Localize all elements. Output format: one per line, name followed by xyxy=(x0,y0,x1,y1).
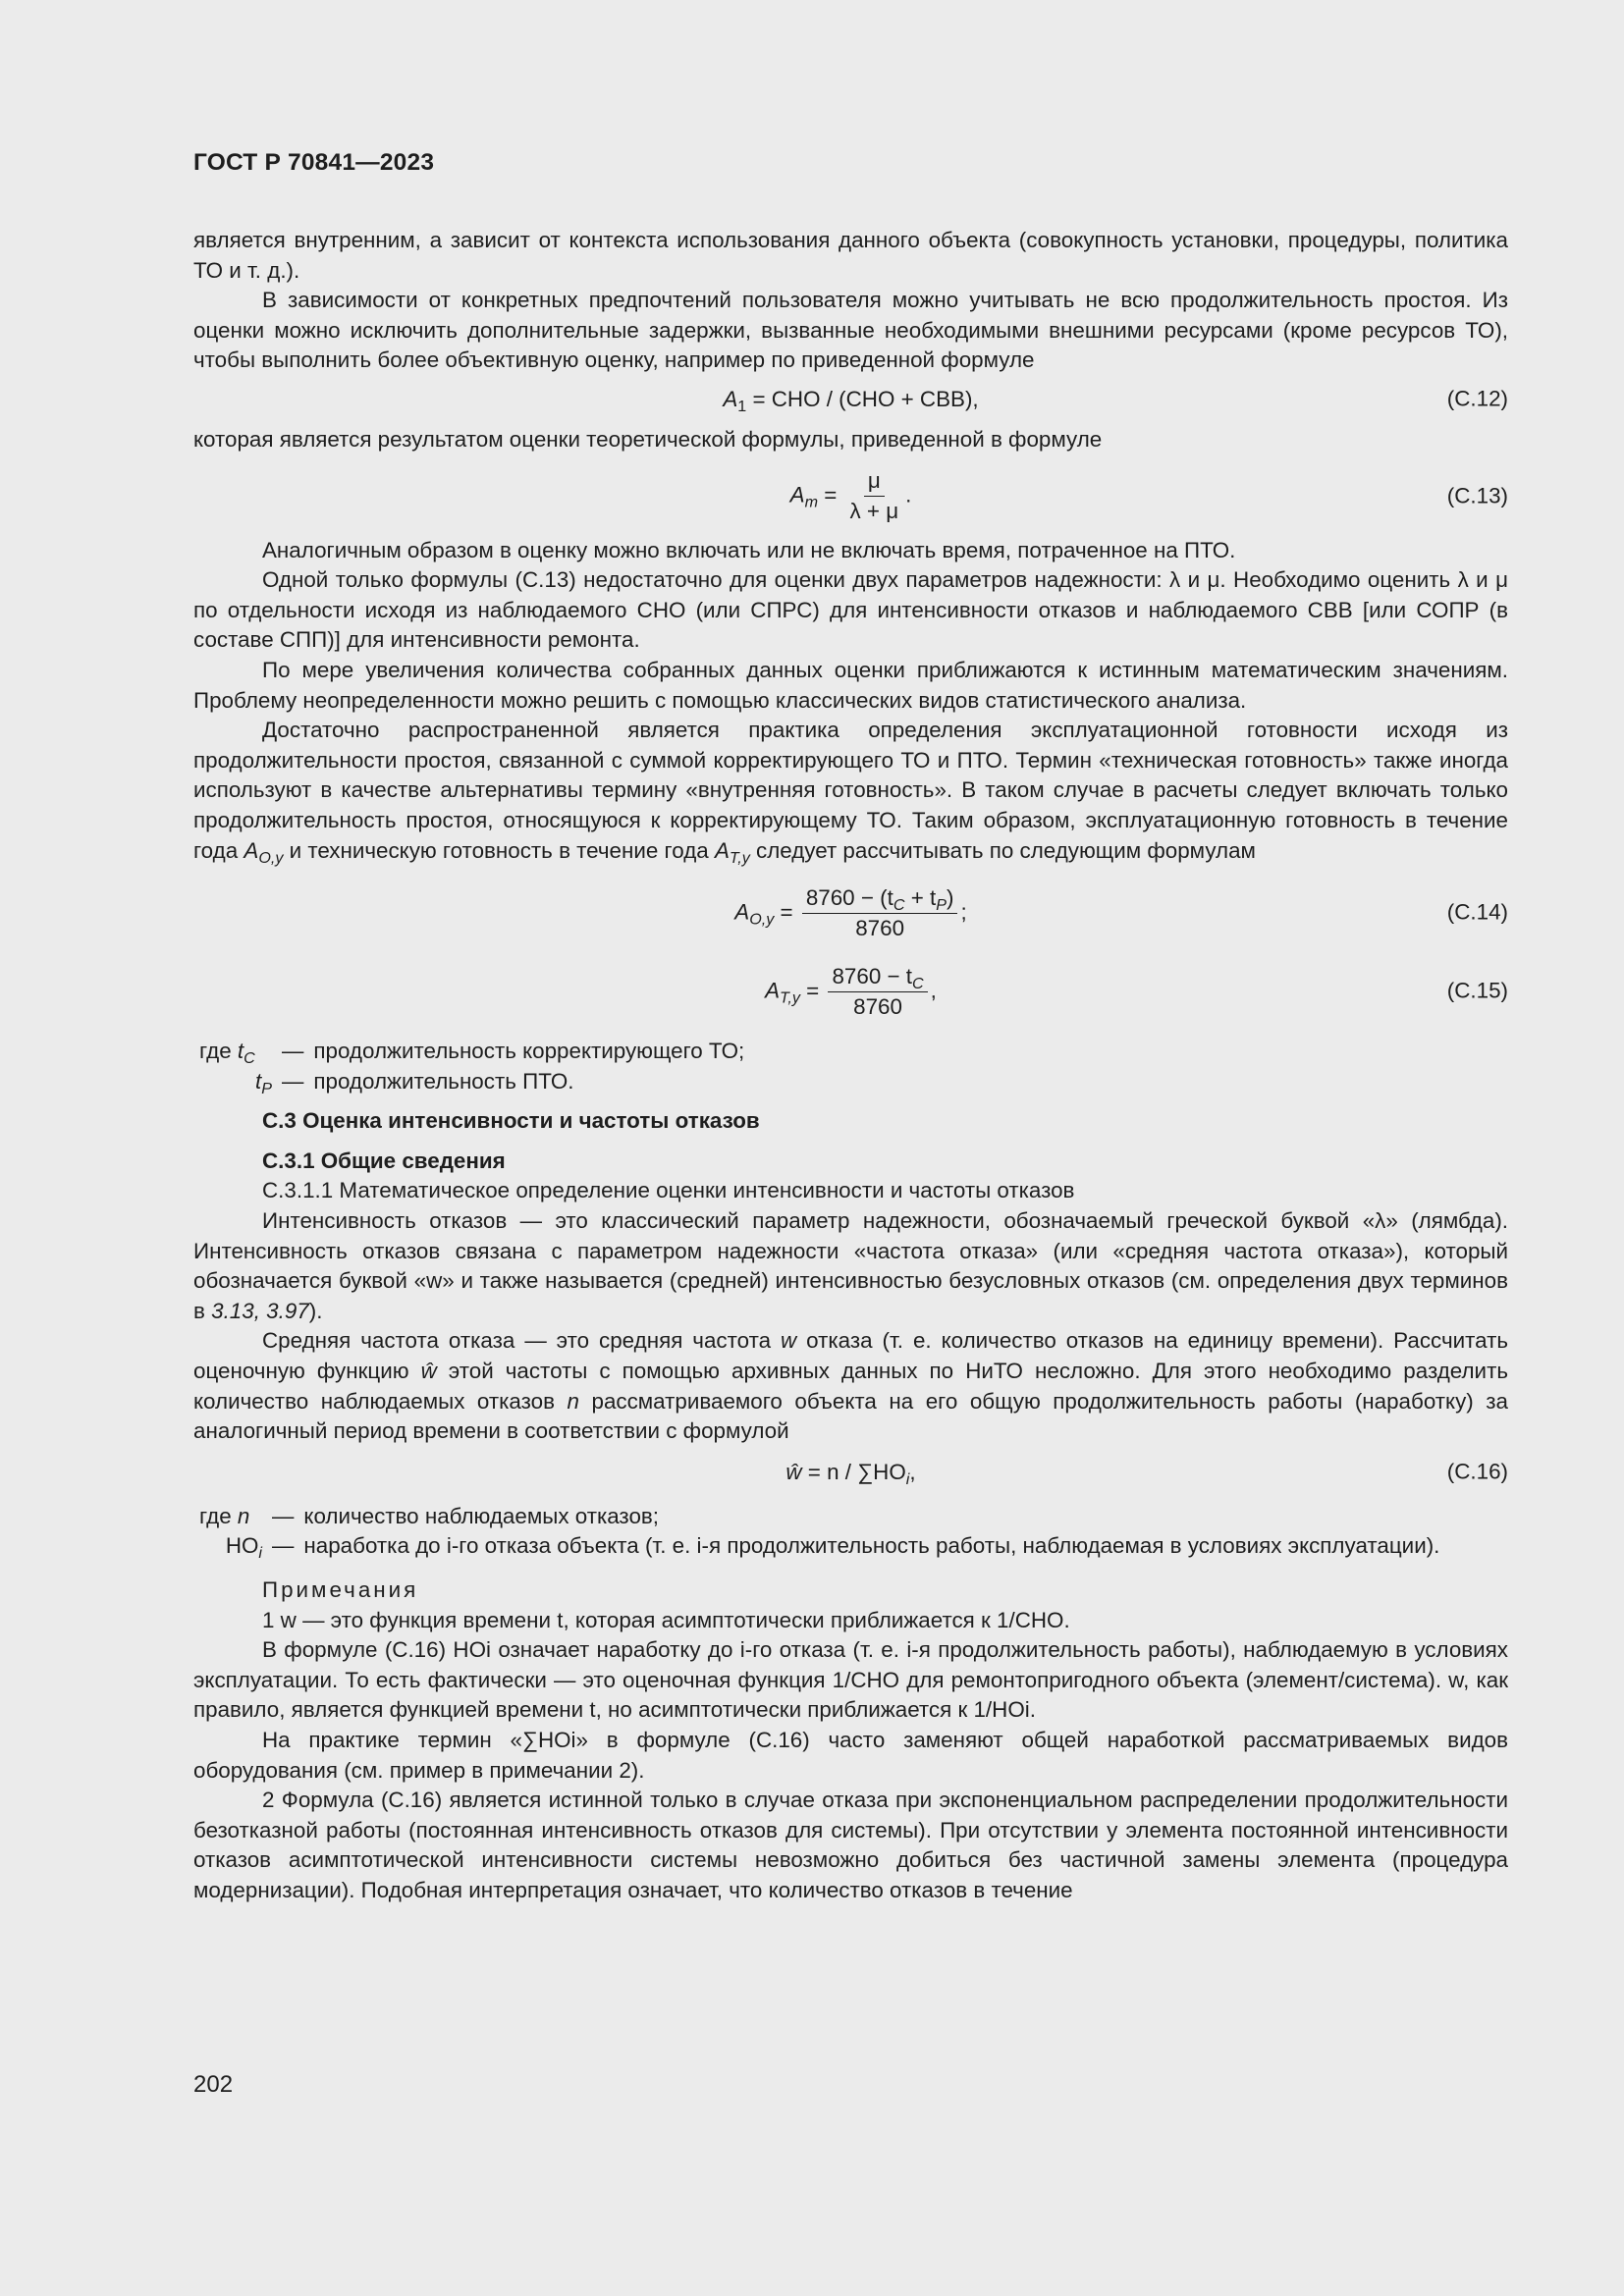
formula-fraction xyxy=(846,468,903,524)
numerator-text: ) xyxy=(946,884,954,910)
formula-equals: = xyxy=(774,899,799,925)
note-paragraph: 2 Формула (С.16) является истинной только в случае отказа при экспоненциальном распределении продолжительности безотказной работы (постоянная интенсивность отказов для системы). При отсутствии у элемента постоянной интенсивности отказов асимптотической интенсивности системы невозможно добиться без частичной замены элемента (процедура модернизации). Подобная интерпретация означает, что количество отказов в течение xyxy=(193,1788,1508,1902)
definition-dash: — xyxy=(282,1068,304,1094)
page-number: 202 xyxy=(193,2071,234,2098)
fraction-denominator: 8760 xyxy=(855,915,905,940)
formula-c16 xyxy=(193,1453,1508,1492)
notes-title: Примечания xyxy=(262,1577,419,1602)
numerator-subscript: P xyxy=(936,895,947,914)
formula-symbol: A xyxy=(723,386,738,411)
numerator-subscript: C xyxy=(893,895,905,914)
definition-text: наработка до i-го отказа объекта (т. е. i-я продолжительность работы, наблюдаемая в условиях эксплуатации). xyxy=(303,1533,1440,1559)
fraction-numerator: μ xyxy=(864,468,885,497)
formula-number: (С.15) xyxy=(1446,978,1508,1003)
formula-number: (С.12) xyxy=(1446,386,1508,411)
definition-subscript: i xyxy=(258,1544,262,1563)
definition-text: количество наблюдаемых отказов; xyxy=(303,1503,660,1528)
note-paragraph: На практике термин «∑НОi» в формуле (С.16) часто заменяют общей наработкой рассматриваемых видов оборудования (см. пример в примечании 2). xyxy=(193,1727,1508,1783)
definition-row xyxy=(193,1037,1508,1067)
formula-symbol: ŵ xyxy=(785,1459,802,1484)
inline-symbol: ŵ xyxy=(420,1359,437,1384)
paragraph: является внутренним, а зависит от контекста использования данного объекта (совокупность установки, процедуры, политика ТО и т. д.). xyxy=(193,228,1508,283)
text-run: отказа (т. е. количество отказов на единицу времени). Рассчитать оценочную функцию xyxy=(193,1328,1509,1384)
formula-tail: . xyxy=(905,482,912,507)
numerator-text: 8760 − t xyxy=(832,963,913,988)
definition-row xyxy=(193,1067,1508,1097)
inline-symbol: A xyxy=(714,837,730,863)
formula-c14 xyxy=(193,878,1508,948)
formula-fraction xyxy=(828,964,927,1020)
definition-row xyxy=(193,1531,1508,1562)
formula-number: (С.16) xyxy=(1446,1459,1508,1484)
fraction-numerator xyxy=(828,964,927,992)
formula-body: = СНО / (СНО + СВВ), xyxy=(746,386,979,411)
definition-term xyxy=(193,1037,272,1067)
paragraph xyxy=(193,1206,1508,1326)
formula-body: = n / ∑НО xyxy=(801,1459,906,1484)
text-run: рассматриваемого объекта на его общую продолжительность работы (наработку) за аналогичный период времени в соответствии с формулой xyxy=(193,1388,1508,1444)
definition-dash: — xyxy=(282,1039,304,1064)
section-heading-c3: С.3 Оценка интенсивности и частоты отказов xyxy=(262,1108,760,1134)
definition-subscript: C xyxy=(244,1049,255,1068)
paragraph xyxy=(193,716,1508,866)
document-header: ГОСТ Р 70841—2023 xyxy=(193,149,435,176)
text-run: и техническую готовность в течение года xyxy=(283,837,715,863)
inline-subscript: T,y xyxy=(729,848,750,867)
page-body xyxy=(193,226,1508,1906)
formula-symbol: A xyxy=(765,978,781,1003)
definition-dash: — xyxy=(272,1533,295,1559)
paragraph: которая является результатом оценки теоретической формулы, приведенной в формуле xyxy=(193,426,1103,452)
term-reference: 3.13, 3.97 xyxy=(211,1298,309,1323)
definition-term xyxy=(193,1067,272,1097)
text-run: ). xyxy=(308,1298,323,1323)
inline-subscript: O,y xyxy=(258,848,284,867)
definition-text: продолжительность ПТО. xyxy=(313,1068,574,1094)
formula-fraction xyxy=(802,885,958,941)
definition-dash: — xyxy=(272,1503,295,1528)
definition-term xyxy=(193,1531,262,1562)
inline-symbol: w xyxy=(781,1328,797,1354)
numerator-text: 8760 − (t xyxy=(805,884,893,910)
where-word: где xyxy=(199,1503,238,1528)
formula-tail: , xyxy=(909,1459,916,1484)
text-run: Средняя частота отказа — это средняя частота xyxy=(262,1328,781,1354)
note-paragraph: В формуле (С.16) НОi означает наработку до i-го отказа (т. е. i-я продолжительность работы), наблюдаемую в условиях эксплуатации. То есть фактически — это оценочная функция 1/СНО для ремонтопригодного объекта (элемент/система). w, как правило, является функцией времени t, но асимптотически приближается к 1/НОi. xyxy=(193,1637,1508,1723)
fraction-denominator: 8760 xyxy=(853,993,902,1019)
paragraph: В зависимости от конкретных предпочтений пользователя можно учитывать не всю продолжительность простоя. Из оценки можно исключить дополнительные задержки, вызванные необходимыми внешними ресурсами (кроме ресурсов ТО), чтобы выполнить более объективную оценку, например по приведенной формуле xyxy=(193,288,1508,373)
inline-symbol: n xyxy=(567,1388,579,1414)
definition-symbol: НО xyxy=(225,1533,259,1559)
numerator-subscript: C xyxy=(912,974,924,992)
text-run: следует рассчитывать по следующим формулам xyxy=(749,837,1256,863)
definition-row xyxy=(193,1502,1508,1532)
note-paragraph: 1 w — это функция времени t, которая асимптотически приближается к 1/СНО. xyxy=(262,1607,1070,1632)
formula-tail: , xyxy=(930,978,937,1003)
formula-subscript: O,y xyxy=(749,910,775,929)
definition-symbol: n xyxy=(237,1503,250,1528)
definition-symbol: t xyxy=(237,1039,244,1064)
section-heading-c311: С.3.1.1 Математическое определение оценки интенсивности и частоты отказов xyxy=(262,1178,1075,1203)
formula-subscript: T,y xyxy=(780,988,800,1007)
formula-equals: = xyxy=(799,978,826,1003)
text-run: Интенсивность отказов — это классический параметр надежности, обозначаемый греческой буквой «λ» (лямбда). Интенсивность отказов связана с параметром надежности «частота отказа» (или «средняя частота отказа»), который обозначается буквой «w» и также называется (средней) интенсивностью безусловных отказов (см. определения двух терминов в xyxy=(193,1208,1508,1323)
formula-subscript: 1 xyxy=(737,397,747,415)
definition-subscript: P xyxy=(261,1079,272,1097)
definition-term xyxy=(193,1502,262,1532)
inline-symbol: A xyxy=(244,837,259,863)
text-run: Достаточно распространенной является практика определения эксплуатационной готовности исходя из продолжительности простоя, связанной с суммой корректирующего ТО и ПТО. Термин «техническая готовность» также иногда используют в качестве альтернативы термину «внутренняя готовность». В таком случае в расчеты следует включать только продолжительность простоя, относящуюся к корректирующему ТО. Таким образом, эксплуатационную готовность в течение года xyxy=(193,718,1508,863)
formula-subscript: i xyxy=(905,1469,910,1488)
paragraph: Аналогичным образом в оценку можно включать или не включать время, потраченное на ПТО. xyxy=(262,537,1236,562)
formula-number: (С.13) xyxy=(1446,483,1508,508)
numerator-text: + t xyxy=(904,884,937,910)
formula-c15 xyxy=(193,956,1508,1027)
paragraph: Одной только формулы (С.13) недостаточно для оценки двух параметров надежности: λ и μ. Необходимо оценить λ и μ по отдельности исходя из наблюдаемого СНО (или СПРС) для интенсивности отказов и наблюдаемого СВВ [или СОПР (в составе СПП)] для интенсивности ремонта. xyxy=(193,567,1508,653)
definition-symbol: t xyxy=(255,1068,262,1094)
fraction-denominator: λ + μ xyxy=(849,499,899,524)
formula-c13 xyxy=(193,465,1508,528)
definition-text: продолжительность корректирующего ТО; xyxy=(313,1039,745,1064)
formula-subscript: m xyxy=(804,493,818,511)
fraction-numerator xyxy=(802,885,958,914)
text-run: этой частоты с помощью архивных данных по НиТО несложно. Для этого необходимо разделить количество наблюдаемых отказов xyxy=(193,1359,1508,1414)
section-heading-c31: С.3.1 Общие сведения xyxy=(262,1148,506,1173)
formula-symbol: A xyxy=(789,482,805,507)
paragraph xyxy=(193,1326,1508,1446)
formula-c12 xyxy=(193,382,1508,417)
formula-tail: ; xyxy=(960,899,967,925)
paragraph: По мере увеличения количества собранных данных оценки приближаются к истинным математическим значениям. Проблему неопределенности можно решить с помощью классических видов статистического анализа. xyxy=(193,657,1508,713)
formula-equals: = xyxy=(817,482,843,507)
where-word: где xyxy=(199,1039,238,1064)
formula-number: (С.14) xyxy=(1446,899,1508,925)
formula-symbol: A xyxy=(734,899,750,925)
